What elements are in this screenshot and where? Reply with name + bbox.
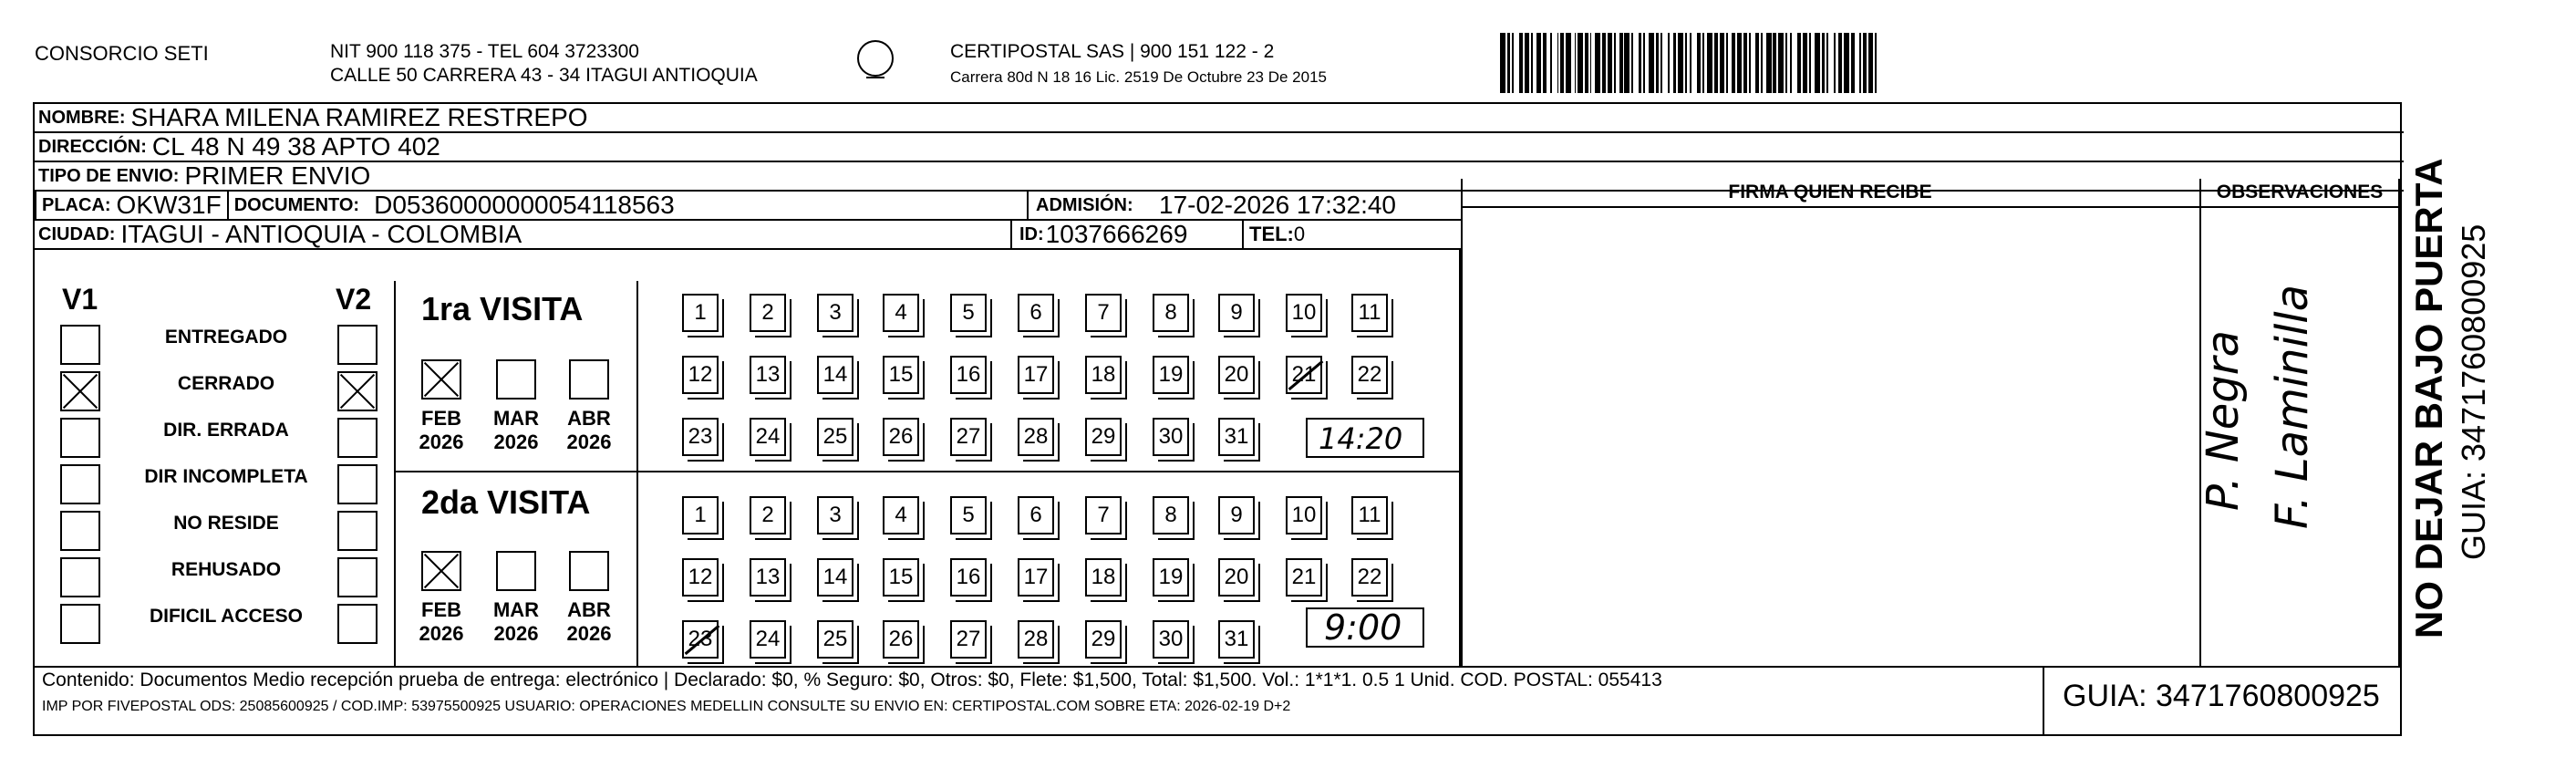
day-cell[interactable]: 31 bbox=[1218, 418, 1255, 456]
day-cell[interactable]: 10 bbox=[1286, 496, 1322, 534]
day-cell[interactable]: 26 bbox=[883, 620, 919, 659]
ciudad-label: CIUDAD: bbox=[38, 223, 116, 244]
v1-status-checkbox[interactable] bbox=[60, 557, 100, 597]
visita2-month-abr-checkbox[interactable] bbox=[569, 551, 609, 591]
v1-header: V1 bbox=[62, 283, 98, 316]
visita1-month-label: FEB 2026 bbox=[419, 407, 464, 453]
day-cell[interactable]: 8 bbox=[1153, 496, 1189, 534]
day-cell[interactable]: 17 bbox=[1018, 558, 1054, 597]
barcode-bar bbox=[1877, 33, 1880, 93]
visita2-month-label: ABR 2026 bbox=[566, 598, 612, 645]
day-cell[interactable]: 6 bbox=[1018, 496, 1054, 534]
v1-status-checkbox[interactable] bbox=[60, 418, 100, 458]
visita2-month-mar-checkbox[interactable] bbox=[496, 551, 536, 591]
day-cell[interactable]: 16 bbox=[950, 558, 987, 597]
documento-value: D05360000000054118563 bbox=[374, 191, 675, 219]
footer-guia: GUIA: 3471760800925 bbox=[2063, 679, 2380, 713]
day-cell[interactable]: 4 bbox=[883, 294, 919, 332]
day-cell[interactable]: 15 bbox=[883, 356, 919, 394]
v1-status-checkbox[interactable] bbox=[60, 511, 100, 551]
day-cell[interactable]: 23 bbox=[682, 620, 719, 659]
day-cell[interactable]: 6 bbox=[1018, 294, 1054, 332]
tel-value: 0 bbox=[1293, 223, 1306, 245]
footer-contenido: Contenido: Documentos Medio recepción prueba de entrega: electrónico | Declarado: $0, % Seguro: $0, Otros: $0, Flete: $1,500, Total: $1,500. Vol.: 1*1*1. 0.5 1 Unid. COD. POSTAL: 055413 bbox=[42, 669, 1662, 690]
dates-left-line bbox=[636, 281, 638, 666]
nombre-label: NOMBRE: bbox=[38, 107, 126, 128]
status-label: DIR. ERRADA bbox=[163, 420, 289, 441]
footer-imp: IMP POR FIVEPOSTAL ODS: 25085600925 / COD.IMP: 53975500925 USUARIO: OPERACIONES MEDELLIN CONSULTE SU ENVIO EN: CERTIPOSTAL.COM SOBRE ETA: 2026-02-19 D+2 bbox=[42, 699, 1291, 714]
id-value: 1037666269 bbox=[1045, 220, 1188, 248]
day-cell[interactable]: 24 bbox=[750, 418, 786, 456]
status-label: ENTREGADO bbox=[164, 327, 288, 348]
v1-status-checkbox[interactable] bbox=[60, 604, 100, 644]
day-cell[interactable]: 20 bbox=[1218, 356, 1255, 394]
day-cell[interactable]: 30 bbox=[1153, 620, 1189, 659]
tel-field bbox=[1242, 220, 1305, 249]
placa-box bbox=[35, 190, 229, 221]
day-cell[interactable]: 29 bbox=[1085, 418, 1122, 456]
day-cell[interactable]: 18 bbox=[1085, 558, 1122, 597]
day-check-mark bbox=[685, 625, 720, 655]
day-cell[interactable]: 11 bbox=[1351, 294, 1388, 332]
day-cell[interactable]: 12 bbox=[682, 356, 719, 394]
direccion-value: CL 48 N 49 38 APTO 402 bbox=[151, 132, 440, 161]
visita1-month-label: ABR 2026 bbox=[566, 407, 612, 453]
status-label: CERRADO bbox=[177, 373, 275, 394]
day-cell[interactable]: 13 bbox=[750, 558, 786, 597]
status-right-line bbox=[394, 281, 396, 666]
day-cell[interactable]: 9 bbox=[1218, 294, 1255, 332]
day-cell[interactable]: 22 bbox=[1351, 356, 1388, 394]
day-cell[interactable]: 27 bbox=[950, 418, 987, 456]
day-cell[interactable]: 4 bbox=[883, 496, 919, 534]
no-dejar-bajo-puerta: NO DEJAR BAJO PUERTA bbox=[2407, 158, 2450, 638]
day-cell[interactable]: 3 bbox=[817, 496, 853, 534]
day-cell[interactable]: 7 bbox=[1085, 496, 1122, 534]
placa-label: PLACA: bbox=[42, 194, 111, 215]
firma-header: FIRMA QUIEN RECIBE bbox=[1728, 182, 1932, 202]
firma-area[interactable] bbox=[1463, 208, 2198, 664]
day-cell[interactable]: 2 bbox=[750, 496, 786, 534]
direccion-label: DIRECCIÓN: bbox=[38, 136, 147, 157]
v2-header: V2 bbox=[336, 283, 372, 316]
day-cell[interactable]: 9 bbox=[1218, 496, 1255, 534]
visit-separator bbox=[396, 471, 1459, 472]
tel-label: TEL: bbox=[1249, 223, 1294, 245]
placa-value: OKW31F bbox=[116, 191, 222, 219]
day-cell[interactable]: 16 bbox=[950, 356, 987, 394]
logo-underline-icon bbox=[866, 73, 885, 78]
documento-label: DOCUMENTO: bbox=[233, 194, 360, 215]
day-cell[interactable]: 1 bbox=[682, 496, 719, 534]
status-label: DIR INCOMPLETA bbox=[144, 466, 308, 487]
visita2-month-label: MAR 2026 bbox=[492, 598, 540, 645]
nit-line: NIT 900 118 375 - TEL 604 3723300 bbox=[330, 41, 639, 62]
nombre-value: SHARA MILENA RAMIREZ RESTREPO bbox=[130, 103, 588, 131]
row-ciudad bbox=[33, 221, 1461, 250]
tipo-label: TIPO DE ENVIO: bbox=[38, 165, 180, 186]
visita2-time-box[interactable] bbox=[1306, 607, 1424, 648]
day-cell[interactable]: 21 bbox=[1286, 558, 1322, 597]
day-cell[interactable]: 8 bbox=[1153, 294, 1189, 332]
observation-line-1: P. Negra bbox=[2198, 330, 2249, 511]
v1-status-checkbox[interactable] bbox=[60, 464, 100, 504]
v1-status-checkbox[interactable] bbox=[60, 325, 100, 365]
day-cell[interactable]: 14 bbox=[817, 558, 853, 597]
visita1-time: 14:20 bbox=[1319, 421, 1403, 456]
day-cell[interactable]: 10 bbox=[1286, 294, 1322, 332]
certipostal-logo-icon bbox=[857, 40, 894, 77]
day-cell[interactable]: 29 bbox=[1085, 620, 1122, 659]
status-label: NO RESIDE bbox=[173, 513, 279, 534]
day-cell[interactable]: 27 bbox=[950, 620, 987, 659]
ciudad-value: ITAGUI - ANTIOQUIA - COLOMBIA bbox=[120, 220, 522, 248]
admision-label: ADMISIÓN: bbox=[1027, 191, 1133, 220]
day-cell[interactable]: 28 bbox=[1018, 418, 1054, 456]
side-guia: GUIA: 3471760800925 bbox=[2455, 223, 2492, 560]
day-check-mark bbox=[1288, 360, 1324, 390]
observation-line-2: F. Laminilla bbox=[2267, 284, 2318, 529]
footer-guia-line bbox=[2043, 666, 2044, 735]
day-cell[interactable]: 18 bbox=[1085, 356, 1122, 394]
visita2-month-label: FEB 2026 bbox=[419, 598, 464, 645]
visita1-month-feb-checkbox[interactable] bbox=[421, 359, 461, 400]
status-label: REHUSADO bbox=[171, 559, 282, 580]
day-cell[interactable]: 15 bbox=[883, 558, 919, 597]
day-cell[interactable]: 22 bbox=[1351, 558, 1388, 597]
day-cell[interactable]: 19 bbox=[1153, 356, 1189, 394]
day-cell[interactable]: 25 bbox=[817, 418, 853, 456]
company-name: CONSORCIO SETI bbox=[35, 42, 209, 65]
visita2-time: 9:00 bbox=[1324, 607, 1402, 648]
day-cell[interactable]: 31 bbox=[1218, 620, 1255, 659]
day-cell[interactable]: 7 bbox=[1085, 294, 1122, 332]
day-cell[interactable]: 23 bbox=[682, 418, 719, 456]
visita1-time-box[interactable] bbox=[1306, 418, 1424, 458]
barcode bbox=[1500, 33, 2184, 93]
certipostal-line2: Carrera 80d N 18 16 Lic. 2519 De Octubre 23 De 2015 bbox=[950, 68, 1327, 86]
address-line: CALLE 50 CARRERA 43 - 34 ITAGUI ANTIOQUIA bbox=[330, 65, 758, 86]
day-cell[interactable]: 3 bbox=[817, 294, 853, 332]
visita2-month-feb-checkbox[interactable] bbox=[421, 551, 461, 591]
day-cell[interactable]: 12 bbox=[682, 558, 719, 597]
day-cell[interactable]: 21 bbox=[1286, 356, 1322, 394]
footer-top-line bbox=[33, 666, 2400, 668]
visita1-title: 1ra VISITA bbox=[421, 290, 584, 327]
day-cell[interactable]: 30 bbox=[1153, 418, 1189, 456]
day-cell[interactable]: 14 bbox=[817, 356, 853, 394]
day-cell[interactable]: 26 bbox=[883, 418, 919, 456]
row-nombre bbox=[33, 104, 2404, 133]
day-cell[interactable]: 17 bbox=[1018, 356, 1054, 394]
observaciones-header: OBSERVACIONES bbox=[2216, 182, 2384, 202]
day-cell[interactable]: 28 bbox=[1018, 620, 1054, 659]
status-label: DIFICIL ACCESO bbox=[149, 606, 303, 627]
day-cell[interactable]: 25 bbox=[817, 620, 853, 659]
day-cell[interactable]: 19 bbox=[1153, 558, 1189, 597]
id-field bbox=[1010, 220, 1187, 249]
day-cell[interactable]: 5 bbox=[950, 496, 987, 534]
certipostal-line1: CERTIPOSTAL SAS | 900 151 122 - 2 bbox=[950, 41, 1275, 62]
day-cell[interactable]: 20 bbox=[1218, 558, 1255, 597]
grid-right-line bbox=[1459, 250, 1461, 666]
visita1-month-abr-checkbox[interactable] bbox=[569, 359, 609, 400]
id-label: ID: bbox=[1019, 223, 1044, 244]
row-direccion bbox=[33, 133, 2404, 162]
visita1-month-label: MAR 2026 bbox=[492, 407, 540, 453]
day-cell[interactable]: 24 bbox=[750, 620, 786, 659]
admision-value: 17-02-2026 17:32:40 bbox=[1159, 191, 1396, 219]
obs-right-line bbox=[2398, 179, 2400, 666]
day-cell[interactable]: 11 bbox=[1351, 496, 1388, 534]
day-cell[interactable]: 2 bbox=[750, 294, 786, 332]
day-cell[interactable]: 13 bbox=[750, 356, 786, 394]
day-cell[interactable]: 5 bbox=[950, 294, 987, 332]
row-placa bbox=[33, 192, 1461, 221]
v1-status-checkbox[interactable] bbox=[60, 371, 100, 411]
tipo-value: PRIMER ENVIO bbox=[184, 161, 371, 190]
visita1-month-mar-checkbox[interactable] bbox=[496, 359, 536, 400]
visita2-title: 2da VISITA bbox=[421, 483, 591, 521]
day-cell[interactable]: 1 bbox=[682, 294, 719, 332]
